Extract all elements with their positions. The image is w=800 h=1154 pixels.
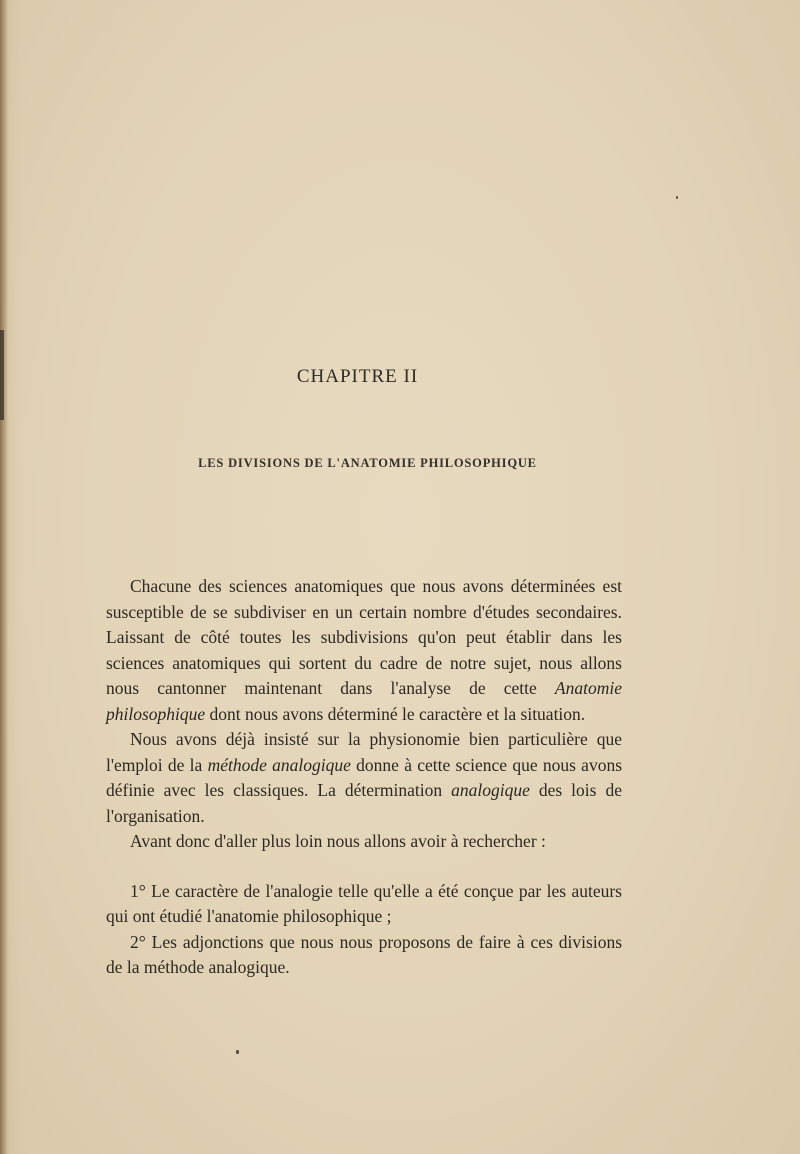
- paragraph-1: [106, 574, 622, 727]
- paragraph-2: [106, 727, 622, 829]
- paragraph-2-emphasis-2: analogique: [451, 780, 530, 800]
- ink-speck: [676, 196, 678, 199]
- body-text: [106, 574, 622, 981]
- section-heading: LES DIVISIONS DE L'ANATOMIE PHILOSOPHIQUE: [198, 456, 537, 470]
- paragraph-1-start: Chacune des sciences anatomiques que nous avons déterminées est susceptible de se subdiviser en un certain nombre d'études secondaires. Laissant de côté toutes les subdivisions qu'on peut établir dans les sciences anatomiques qui sortent du cadre de notre sujet, nous allons nous cantonner maintenant dans l'analyse de cette: [106, 576, 622, 698]
- page-spine-shadow: [0, 0, 8, 1154]
- list-item-1: 1° Le caractère de l'analogie telle qu'elle a été conçue par les auteurs qui ont étudié l'anatomie philosophique ;: [106, 880, 622, 926]
- paragraph-2-end: des lois de l'organisation.: [106, 780, 622, 826]
- paragraph-2-middle: donne à cette science que nous avons définie avec les classiques. La détermination: [106, 754, 623, 800]
- list-item-2: 2° Les adjonctions que nous nous proposons de faire à ces divisions de la méthode analogique.: [106, 931, 622, 977]
- paragraph-1-emphasis: Anatomie philosophique: [106, 678, 622, 724]
- paragraph-1-end: dont nous avons déterminé le caractère et la situation.: [205, 703, 586, 724]
- chapter-title: CHAPITRE II: [296, 366, 419, 387]
- paragraph-3: Avant donc d'aller plus loin nous allons avoir à rechercher :: [130, 831, 546, 851]
- ink-speck: [236, 1050, 239, 1054]
- paragraph-2-start: Nous avons déjà insisté sur la physionomie bien particulière que l'emploi de la: [106, 729, 622, 775]
- paragraph-2-emphasis: méthode analogique: [207, 754, 351, 775]
- paragraph-gap: [106, 855, 622, 879]
